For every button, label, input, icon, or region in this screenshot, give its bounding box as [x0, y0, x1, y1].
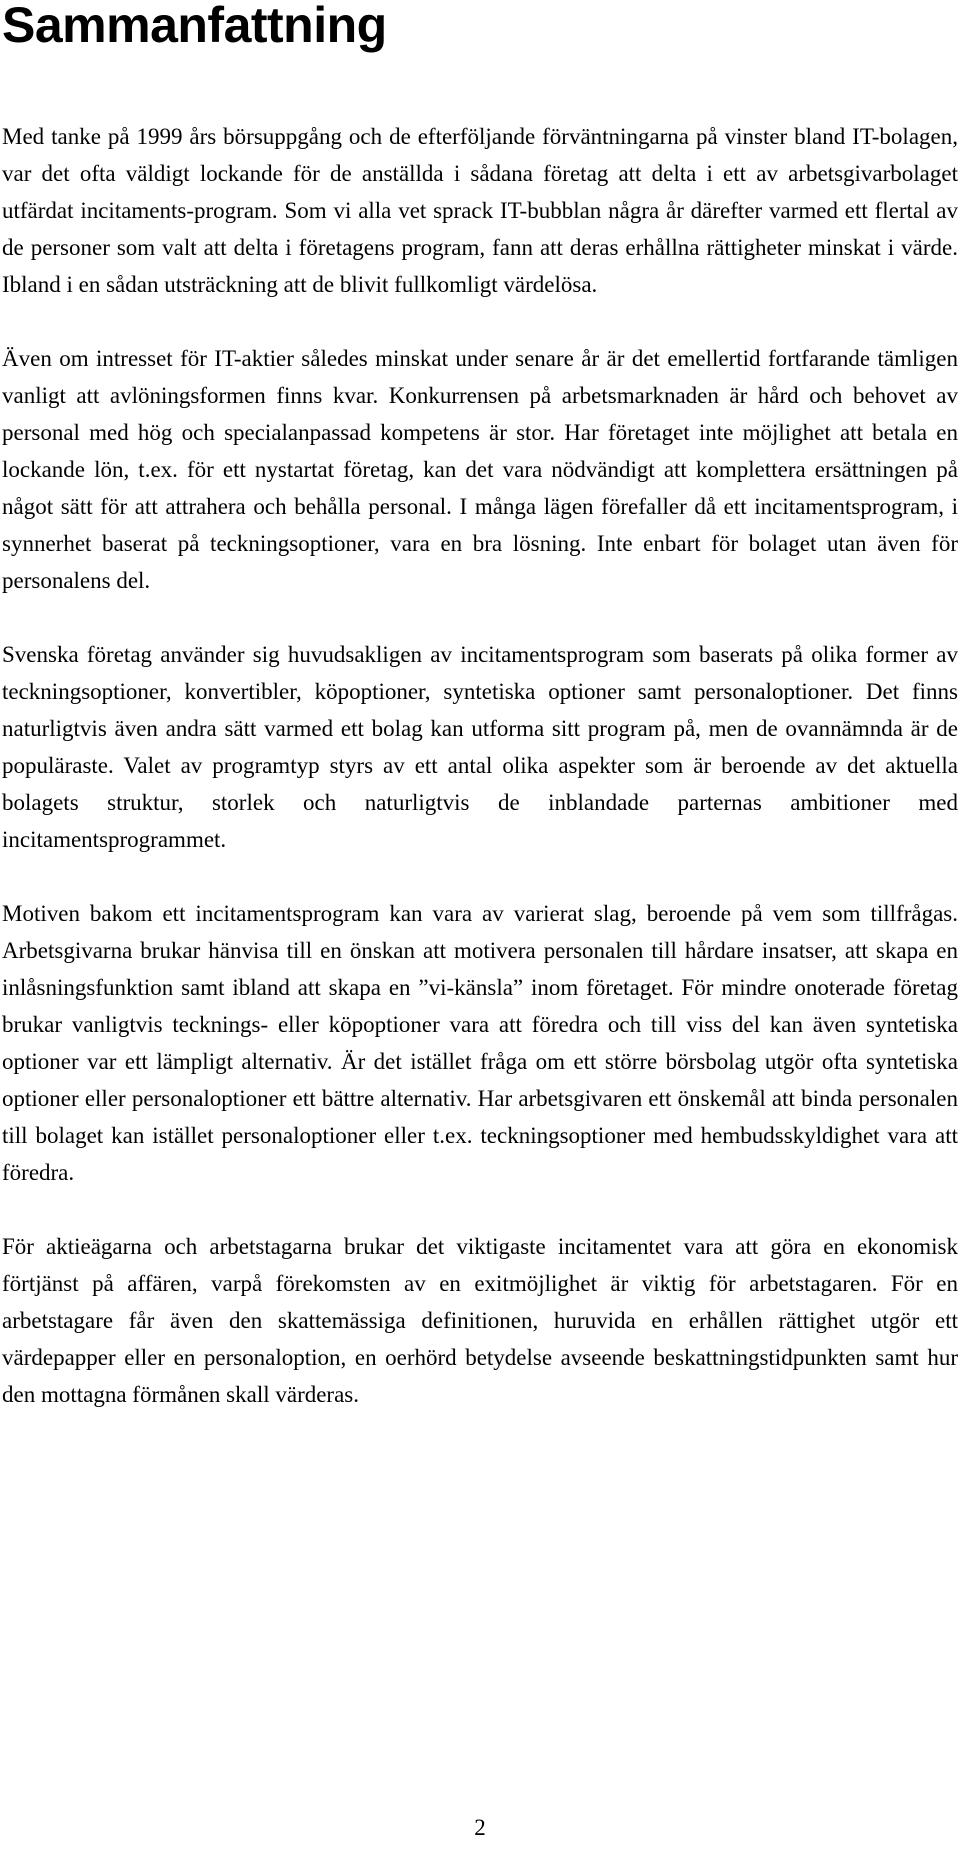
paragraph-5: För aktieägarna och arbetstagarna brukar det viktigaste incitamentet vara att göra en ekonomisk förtjänst på affären, varpå förekomsten av en exitmöjlighet är viktig för arbetstagaren. För en arbetstagare får även den skattemässiga definitionen, huruvida en erhållen rättighet utgör ett värdepapper eller en personaloption, en oerhörd betydelse avseende beskattningstidpunkten samt hur den mottagna förmånen skall värderas. [2, 1234, 958, 1407]
paragraph-4: Motiven bakom ett incitamentsprogram kan vara av varierat slag, beroende på vem som tillfrågas. Arbetsgivarna brukar hänvisa till en önskan att motivera personalen till hårdare insatser, att skapa en inlåsningsfunktion samt ibland att skapa en ”vi-känsla” inom företaget. För mindre onoterade företag brukar vanligtvis tecknings- eller köpoptioner vara att föredra och till viss del kan även syntetiska optioner var ett lämpligt alternativ. Är det istället fråga om ett större börsbolag utgör ofta syntetiska optioner eller personaloptioner ett bättre alternativ. Har arbetsgivaren ett önskemål att binda personalen till bolaget kan istället personaloptioner eller t.ex. teckningsoptioner med hembudsskyldighet vara att föredra. [2, 901, 958, 1185]
paragraph-1: Med tanke på 1999 års börsuppgång och de efterföljande förväntningarna på vinster bland IT-bolagen, var det ofta väldigt lockande för de anställda i sådana företag att delta i ett av arbetsgivarbolaget utfärdat incitaments-program. Som vi alla vet sprack IT-bubblan några år därefter varmed ett flertal av de personer som valt att delta i företagens program, fann att deras erhållna rättigheter minskat i värde. Ibland i en sådan utsträckning att de blivit fullkomligt värdelösa. [2, 124, 958, 297]
page-title: Sammanfattning [2, 0, 387, 53]
body-text [2, 118, 958, 1413]
paragraph-3: Svenska företag använder sig huvudsakligen av incitamentsprogram som baserats på olika former av teckningsoptioner, konvertibler, köpoptioner, syntetiska optioner samt personaloptioner. Det finns naturligtvis även andra sätt varmed ett bolag kan utforma sitt program på, men de ovannämnda är de populäraste. Valet av programtyp styrs av ett antal olika aspekter som är beroende av det aktuella bolagets struktur, storlek och naturligtvis de inblandade parternas ambitioner med incitamentsprogrammet. [2, 642, 958, 852]
paragraph-2: Även om intresset för IT-aktier således minskat under senare år är det emellertid fortfarande tämligen vanligt att avlöningsformen finns kvar. Konkurrensen på arbetsmarknaden är hård och behovet av personal med hög och specialanpassad kompetens är stor. Har företaget inte möjlighet att betala en lockande lön, t.ex. för ett nystartat företag, kan det vara nödvändigt att komplettera ersättningen på något sätt för att attrahera och behålla personal. I många lägen förefaller då ett incitamentsprogram, i synnerhet baserat på teckningsoptioner, vara en bra lösning. Inte enbart för bolaget utan även för personalens del. [2, 346, 958, 593]
page-number: 2 [474, 1815, 486, 1840]
